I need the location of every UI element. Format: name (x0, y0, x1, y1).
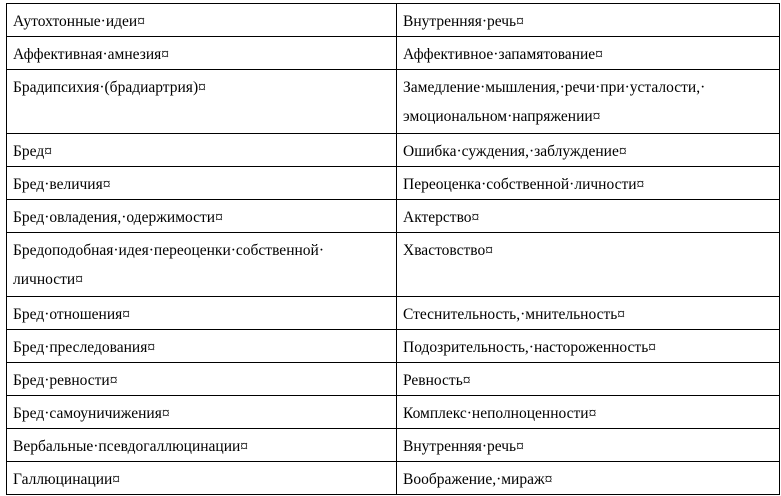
table-row (7, 37, 780, 70)
analog-text: Внутренняя·речь¤ (403, 13, 524, 30)
term-text: Брадипсихия·(брадиартрия)¤ (13, 79, 206, 96)
table-row (7, 200, 780, 233)
term-text: Бред·самоуничижения¤ (13, 405, 170, 422)
table-cell-analog (397, 330, 780, 363)
term-text: Бред·преследования¤ (13, 339, 156, 356)
table-cell-term (7, 4, 397, 37)
term-text: Бред·ревности¤ (13, 372, 118, 389)
table-cell-analog (397, 134, 780, 167)
term-text: Бредоподобная·идея·переоценки·собственной· личности¤ (13, 242, 324, 288)
analog-text: Воображение,·мираж¤ (403, 471, 553, 488)
table-row (7, 233, 780, 297)
table-cell-term (7, 363, 397, 396)
table-row (7, 363, 780, 396)
term-text: Бред·величия¤ (13, 176, 111, 193)
table-row (7, 4, 780, 37)
term-text: Аффективная·амнезия¤ (13, 46, 170, 63)
table-cell-analog (397, 167, 780, 200)
table-row (7, 297, 780, 330)
analog-text: Внутренняя·речь¤ (403, 438, 524, 455)
table-cell-analog (397, 297, 780, 330)
analog-text: Ревность¤ (403, 372, 471, 389)
analog-text: Аффективное·запамятование¤ (403, 46, 603, 63)
analog-text: Ошибка·суждения,·заблуждение¤ (403, 143, 627, 160)
table-cell-term (7, 330, 397, 363)
analog-text: Подозрительность,·настороженность¤ (403, 339, 657, 356)
term-text: Бред¤ (13, 143, 52, 160)
table-cell-analog (397, 396, 780, 429)
analog-text: Стеснительность,·мнительность¤ (403, 306, 626, 323)
table-cell-term (7, 200, 397, 233)
analog-text: Переоценка·собственной·личности¤ (403, 176, 645, 193)
table-cell-analog (397, 363, 780, 396)
table-cell-analog (397, 200, 780, 233)
table-cell-term (7, 134, 397, 167)
table-row (7, 70, 780, 134)
table-cell-analog (397, 4, 780, 37)
term-text: Бред·овладения,·одержимости¤ (13, 209, 223, 226)
table-row (7, 330, 780, 363)
term-text: Галлюцинации¤ (13, 471, 121, 488)
table-row (7, 167, 780, 200)
table-cell-term (7, 37, 397, 70)
table-row (7, 429, 780, 462)
table-cell-term (7, 167, 397, 200)
table-cell-analog (397, 429, 780, 462)
term-text: Вербальные·псевдогаллюцинации¤ (13, 438, 249, 455)
table-cell-term (7, 462, 397, 495)
analog-text: Комплекс·неполноценности¤ (403, 405, 597, 422)
term-text: Бред·отношения¤ (13, 306, 131, 323)
table-cell-term (7, 70, 397, 134)
table-cell-analog (397, 462, 780, 495)
comparison-table (6, 3, 780, 495)
table-row (7, 396, 780, 429)
table-row (7, 134, 780, 167)
table-cell-analog (397, 233, 780, 297)
analog-text: Замедление·мышления,·речи·при·усталости,· эмоциональном·напряжении¤ (403, 79, 706, 125)
analog-text: Актерство¤ (403, 209, 480, 226)
table-cell-term (7, 396, 397, 429)
table-cell-term (7, 233, 397, 297)
table-row (7, 462, 780, 495)
table-cell-term (7, 429, 397, 462)
table-cell-analog (397, 70, 780, 134)
term-text: Аутохтонные·идеи¤ (13, 13, 145, 30)
analog-text: Хвастовство¤ (403, 242, 493, 259)
table-cell-term (7, 297, 397, 330)
table-cell-analog (397, 37, 780, 70)
